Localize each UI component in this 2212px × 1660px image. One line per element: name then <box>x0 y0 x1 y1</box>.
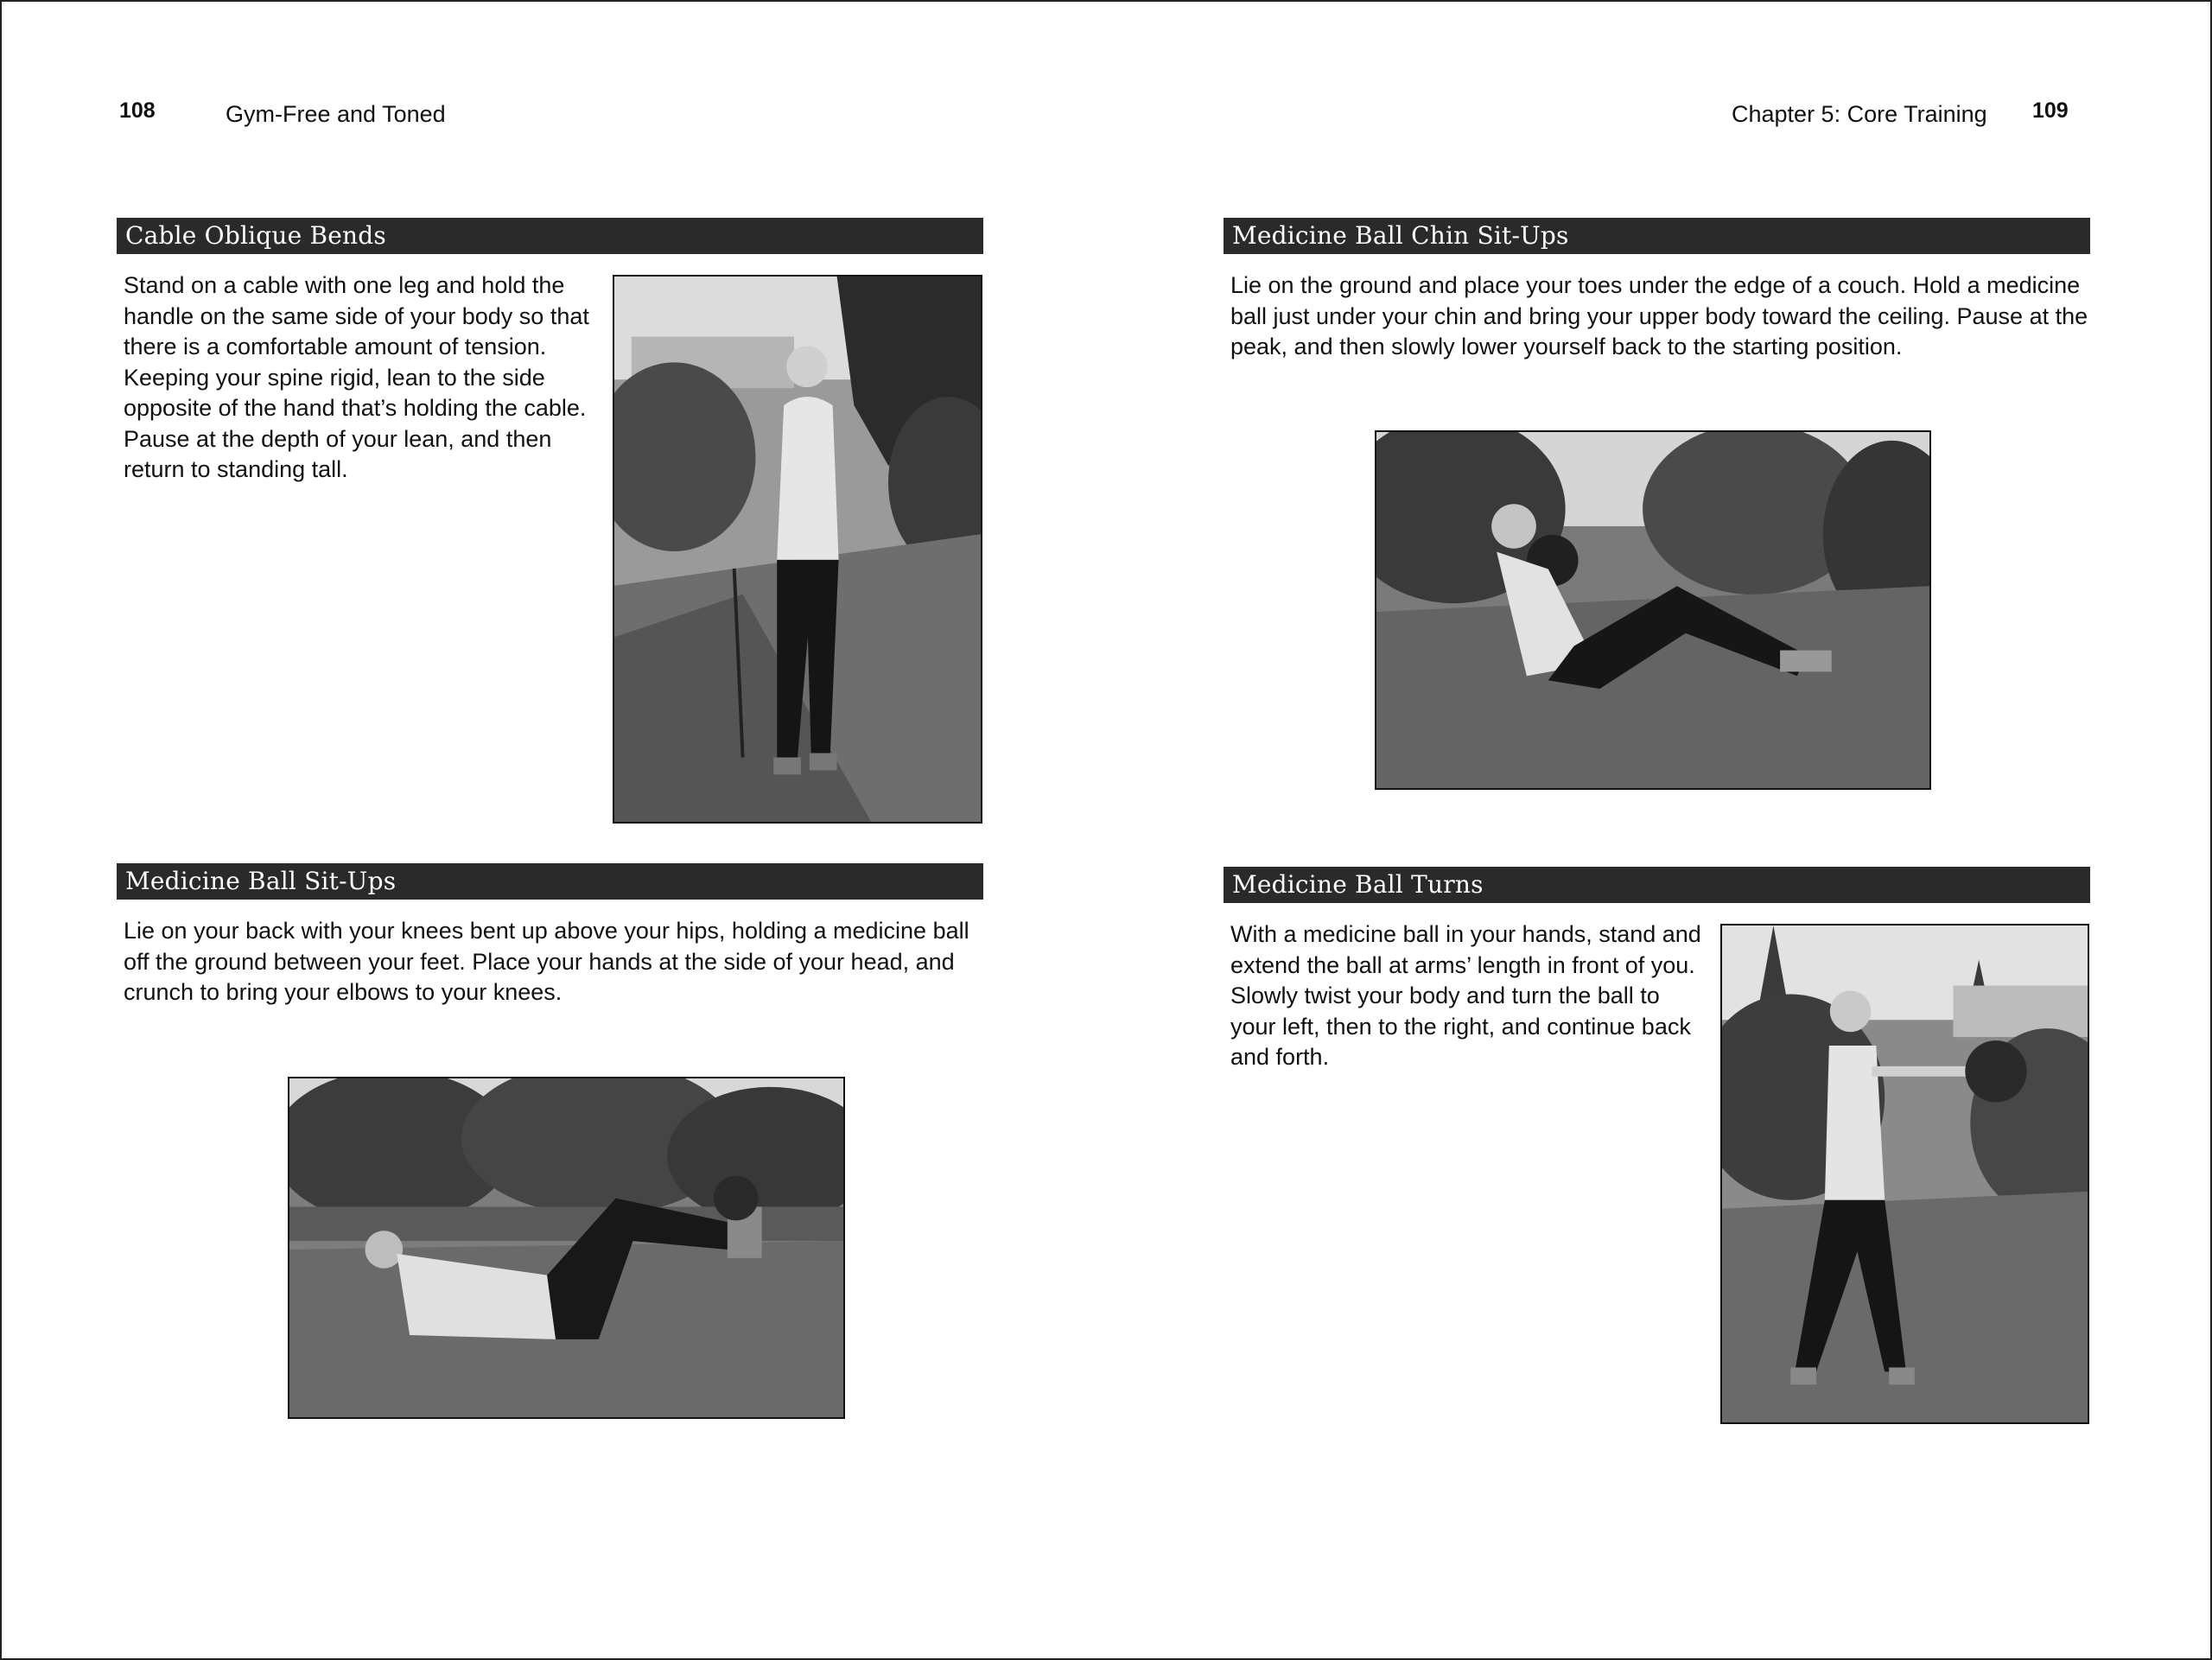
section-body-medicine-ball-chin-sit-ups: Lie on the ground and place your toes under the edge of a couch. Hold a medicine ball just under your chin and bring your upper body toward the ceiling. Pause at the peak, and then slowly lower yourself back to the starting position. <box>1230 272 2088 359</box>
photo-medicine-ball-sit-ups <box>288 1077 845 1419</box>
section-title-medicine-ball-chin-sit-ups: Medicine Ball Chin Sit-Ups <box>1224 218 2090 254</box>
section-title-medicine-ball-sit-ups: Medicine Ball Sit-Ups <box>117 863 983 900</box>
section-title-medicine-ball-turns: Medicine Ball Turns <box>1224 867 2090 903</box>
section-body-medicine-ball-sit-ups: Lie on your back with your knees bent up above your hips, holding a medicine ball off the ground between your feet. Place your hands at the side of your head, and crunch to bring your elbows to your knees. <box>124 918 969 1005</box>
right-running-head: Chapter 5: Core Training <box>1732 101 1987 127</box>
left-running-head: Gym-Free and Toned <box>226 101 446 127</box>
section-body-cable-oblique-bends: Stand on a cable with one leg and hold the handle on the same side of your body so that there is a comfortable amount of tension. Keeping your spine rigid, lean to the side opposite of the hand that’s holding the cable. Pause at the depth of your lean, and then return to standing tall. <box>124 272 589 482</box>
section-title-cable-oblique-bends: Cable Oblique Bends <box>117 218 983 254</box>
photo-cable-oblique-bends <box>613 275 982 824</box>
right-page-number: 109 <box>2032 99 2069 123</box>
section-body-medicine-ball-turns: With a medicine ball in your hands, stand and extend the ball at arms’ length in front of you. Slowly twist your body and turn the ball to your left, then to the right, and continue back and forth. <box>1230 921 1701 1070</box>
photo-medicine-ball-chin-sit-ups <box>1375 430 1931 790</box>
photo-medicine-ball-turns <box>1720 924 2089 1424</box>
left-page-number: 108 <box>119 99 156 123</box>
